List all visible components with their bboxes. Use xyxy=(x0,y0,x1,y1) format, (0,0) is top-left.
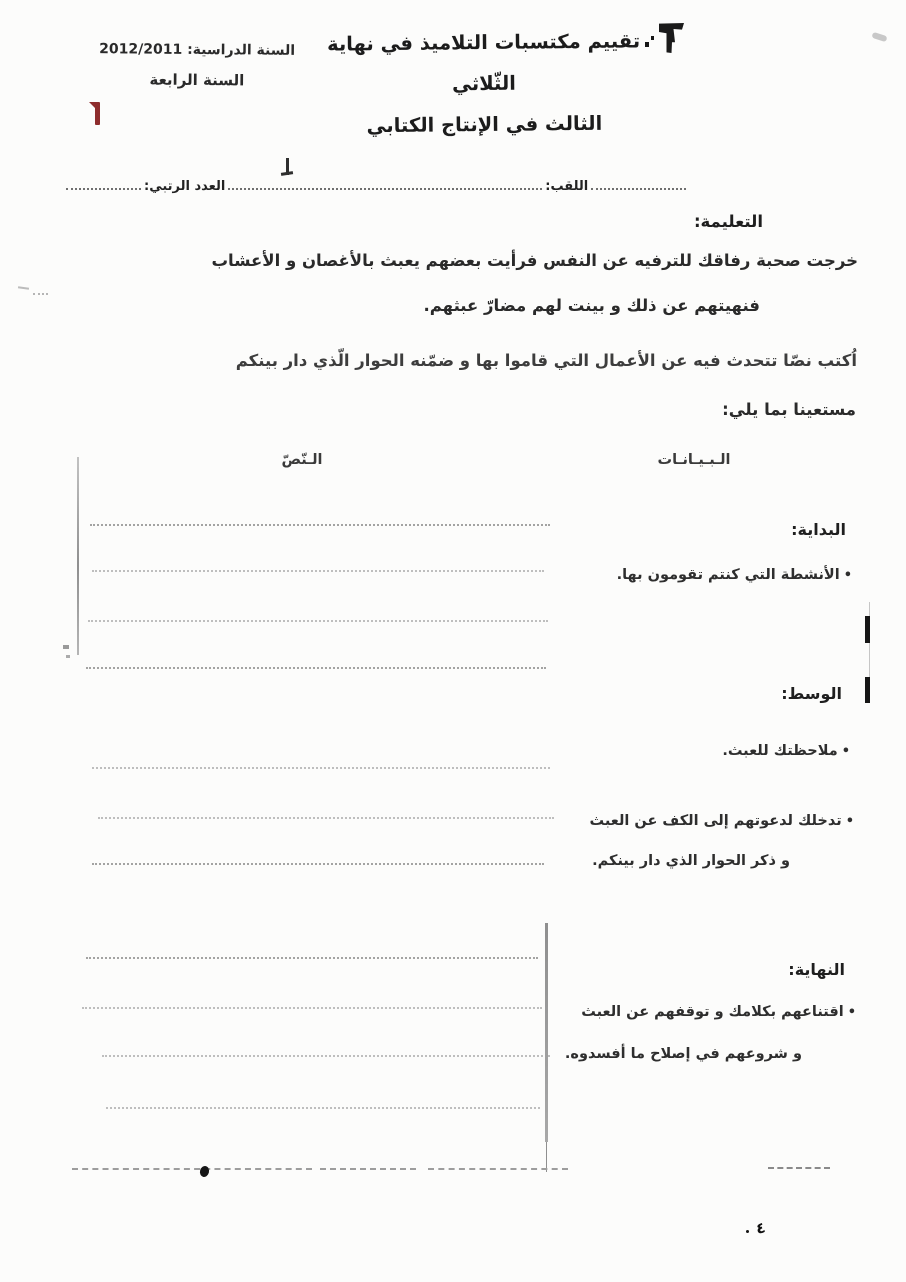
prompt-line1: خرجت صحبة رفاقك للترفيه عن النفس فرأيت بعضهم يعبث بالأغصان و الأعشاب xyxy=(211,251,858,270)
school-year-block xyxy=(88,41,306,90)
scan-line-segment xyxy=(320,1168,416,1170)
ordinal-label: العدد الرتبي: xyxy=(144,179,226,194)
bullet-text: الأنشطة التي كنتم تقومون بها. xyxy=(616,567,840,583)
edge-ink-dash xyxy=(865,677,870,703)
document-title-line1: تقييم مكتسبات التلاميذ في نهاية الثّلاثي xyxy=(326,29,641,96)
edge-ink-dash xyxy=(865,616,870,643)
writing-line xyxy=(102,1055,550,1057)
writing-line xyxy=(82,1007,542,1009)
writing-line xyxy=(90,524,550,526)
text-column-header: الـنّصّ xyxy=(281,452,323,468)
bullet-icon: • xyxy=(845,814,854,829)
scan-line-segment xyxy=(72,1168,312,1170)
column-divider-tail xyxy=(546,1142,547,1172)
dotted-blank xyxy=(591,188,686,190)
ink-dot xyxy=(199,1165,211,1178)
bullet-icon: • xyxy=(847,1005,856,1020)
corner-ink-mark: ٤ xyxy=(754,1218,767,1238)
ink-speck xyxy=(746,1230,749,1233)
fill-in-line xyxy=(63,171,689,193)
scan-line-segment xyxy=(768,1167,830,1169)
bullet-item-continuation xyxy=(565,1046,802,1062)
writing-line xyxy=(92,863,544,865)
writing-line xyxy=(98,817,554,819)
task-line2: مستعينا بما يلي: xyxy=(722,400,856,419)
bullet-text: اقتناعهم بكلامك و توقفهم عن العبث xyxy=(581,1004,844,1020)
dotted-blank xyxy=(228,188,542,190)
scan-speck xyxy=(66,655,70,658)
column-divider-line xyxy=(545,923,548,1142)
bullet-text: و ذكر الحوار الذي دار بينكم. xyxy=(592,853,790,869)
school-year-text: السنة الدراسية: 2012/2011 xyxy=(99,41,296,59)
bullet-item xyxy=(581,1004,856,1020)
bullet-text: ملاحظتك للعبث. xyxy=(722,743,838,759)
prompt-line2: فنهيتهم عن ذلك و بينت لهم مضارّ عبثهم. xyxy=(423,296,760,315)
writing-line xyxy=(106,1107,540,1109)
writing-line xyxy=(86,957,538,959)
scan-line-segment xyxy=(428,1168,568,1170)
section-heading-middle: الوسط: xyxy=(781,684,842,703)
bullet-text: و شروعهم في إصلاح ما أفسدوه. xyxy=(564,1046,802,1062)
scan-smudge xyxy=(871,32,887,42)
table-border-line xyxy=(77,457,79,655)
writing-line xyxy=(92,767,550,769)
bullet-item xyxy=(590,813,854,829)
bullet-item-continuation xyxy=(592,853,790,869)
bullet-text: تدخلك لدعوتهم إلى الكف عن العبث xyxy=(589,813,842,829)
bullet-item xyxy=(722,743,850,759)
surname-label: اللقب: xyxy=(545,179,589,194)
section-heading-beginning: البداية: xyxy=(791,520,846,539)
bullet-item xyxy=(617,567,852,583)
scan-smudge xyxy=(18,286,29,290)
section-heading-ending: النهاية: xyxy=(788,960,845,979)
scan-smudge xyxy=(33,293,48,295)
document-title xyxy=(297,20,670,147)
bullet-icon: • xyxy=(843,568,852,583)
scan-edge-line xyxy=(869,602,870,702)
writing-line xyxy=(92,570,544,572)
writing-line xyxy=(86,667,546,669)
writing-line xyxy=(88,620,548,622)
grade-text: السنة الرابعة xyxy=(149,70,245,90)
dotted-blank xyxy=(66,188,141,190)
red-ink-mark xyxy=(95,102,100,125)
instruction-heading: التعليمة: xyxy=(693,212,763,231)
document-title-line2: الثالث في الإنتاج الكتابي xyxy=(366,111,603,138)
data-column-header: الـبـيـانـات xyxy=(657,452,731,468)
bullet-icon: • xyxy=(841,744,850,759)
task-line1: اُكتب نصّا تتحدث فيه عن الأعمال التي قاموا بها و ضمّنه الحوار الّذي دار بينكم xyxy=(235,351,857,370)
scan-speck xyxy=(63,645,69,649)
